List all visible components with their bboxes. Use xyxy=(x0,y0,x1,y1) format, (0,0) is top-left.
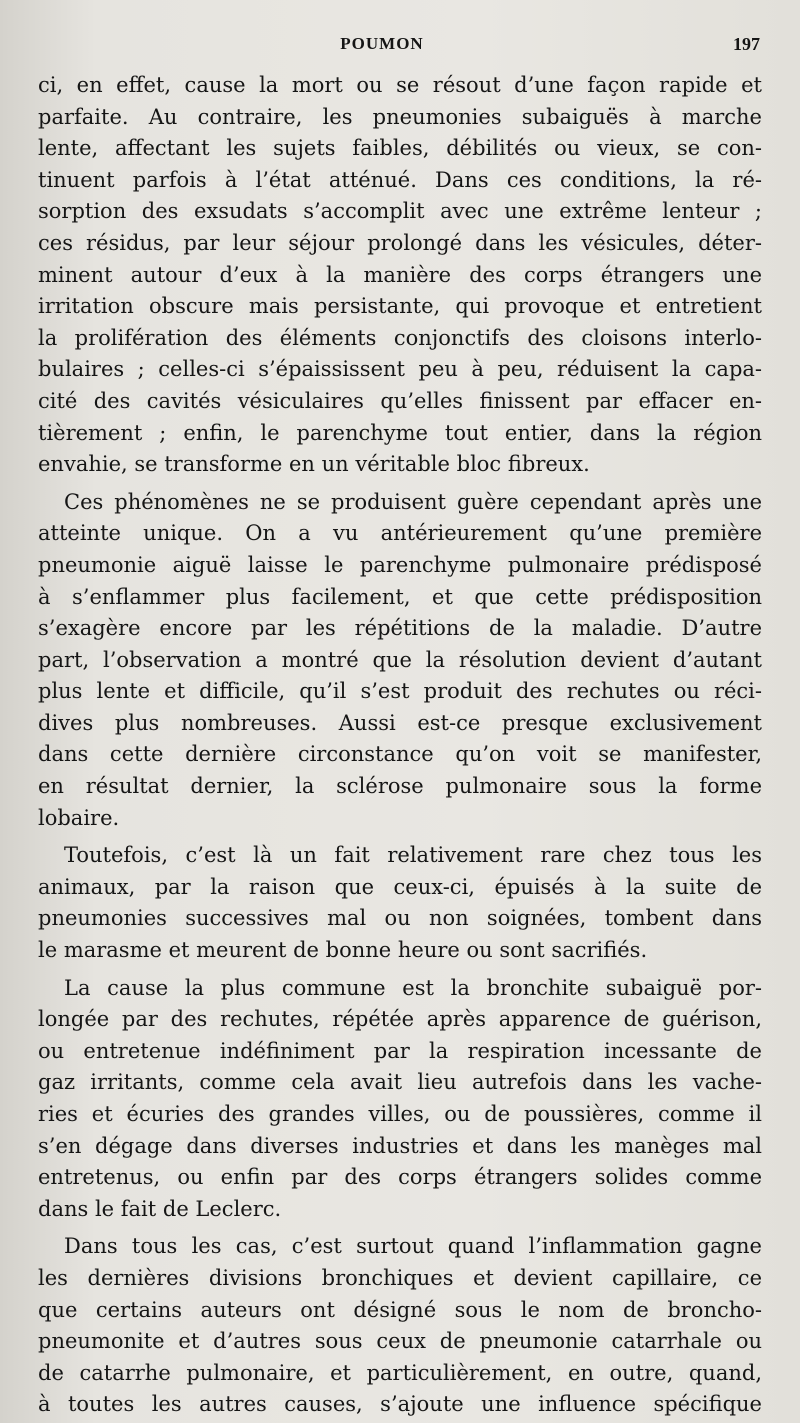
paragraph xyxy=(38,973,762,1226)
text-line: irritation obscure mais persistante, qui provoque et entretient xyxy=(38,294,762,319)
text-line: lente, affectant les sujets faibles, débilités ou vieux, se con- xyxy=(38,136,762,161)
text-line: cité des cavités vésiculaires qu’elles finissent par effacer en- xyxy=(38,388,762,413)
text-line: le marasme et meurent de bonne heure ou sont sacrifiés. xyxy=(38,938,648,963)
text-line: pneumonie aiguë laisse le parenchyme pulmonaire prédisposé xyxy=(38,552,762,577)
text-line: sorption des exsudats s’accomplit avec une extrême lenteur ; xyxy=(38,199,762,224)
text-line: minent autour d’eux à la manière des corps étrangers une xyxy=(38,262,762,287)
text-line: de catarrhe pulmonaire, et particulièrement, en outre, quand, xyxy=(38,1360,762,1385)
text-line: parfaite. Au contraire, les pneumonies subaiguës à marche xyxy=(38,104,762,129)
text-line: lobaire. xyxy=(38,805,120,830)
text-line: atteinte unique. On a vu antérieurement qu’une première xyxy=(38,521,762,546)
text-line: ou entretenue indéfiniment par la respiration incessante de xyxy=(38,1038,762,1063)
text-line: pneumonies successives mal ou non soignées, tombent dans xyxy=(38,906,762,931)
text-line: Dans tous les cas, c’est surtout quand l’inflammation gagne xyxy=(64,1234,762,1259)
text-line: La cause la plus commune est la bronchite subaiguë por- xyxy=(64,975,762,1000)
text-line: pneumonite et d’autres sous ceux de pneumonie catarrhale ou xyxy=(38,1329,762,1354)
text-line: ci, en effet, cause la mort ou se résout d’une façon rapide et xyxy=(38,73,762,97)
paragraph xyxy=(38,487,762,835)
text-line: tièrement ; enfin, le parenchyme tout entier, dans la région xyxy=(38,420,762,445)
text-line: à s’enflammer plus facilement, et que cette prédisposition xyxy=(38,584,762,609)
paragraph xyxy=(38,840,762,966)
text-line: ries et écuries des grandes villes, ou de poussières, comme il xyxy=(38,1102,762,1126)
text-line: la prolifération des éléments conjonctifs des cloisons interlo- xyxy=(38,325,762,350)
page-number: 197 xyxy=(733,34,760,54)
text-line: part, l’observation a montré que la résolution devient d’autant xyxy=(38,647,762,672)
text-line: gaz irritants, comme cela avait lieu autrefois dans les vache- xyxy=(38,1070,762,1095)
paragraph xyxy=(38,1231,762,1421)
text-line: tinuent parfois à l’état atténué. Dans ces conditions, la ré- xyxy=(38,167,762,192)
text-line: les dernières divisions bronchiques et devient capillaire, ce xyxy=(38,1265,762,1290)
text-line: longée par des rechutes, répétée après apparence de guérison, xyxy=(38,1007,762,1032)
text-line: dives plus nombreuses. Aussi est-ce presque exclusivement xyxy=(38,710,762,735)
text-line: Ces phénomènes ne se produisent guère cependant après une xyxy=(64,489,762,514)
text-line: s’en dégage dans diverses industries et dans les manèges mal xyxy=(38,1133,762,1158)
text-line: en résultat dernier, la sclérose pulmonaire sous la forme xyxy=(38,774,762,799)
text-line: ces résidus, par leur séjour prolongé dans les vésicules, déter- xyxy=(38,230,762,255)
text-line: bulaires ; celles-ci s’épaississent peu à peu, réduisent la capa- xyxy=(38,357,762,382)
text-line: dans cette dernière circonstance qu’on voit se manifester, xyxy=(38,742,762,767)
paragraph xyxy=(38,70,762,481)
text-line: dans le fait de Leclerc. xyxy=(38,1196,282,1221)
text-line: Toutefois, c’est là un fait relativement rare chez tous les xyxy=(64,843,762,868)
text-line: que certains auteurs ont désigné sous le nom de broncho- xyxy=(38,1297,762,1322)
text-line: à toutes les autres causes, s’ajoute une influence spécifique xyxy=(38,1392,762,1417)
text-line: entretenus, ou enfin par des corps étrangers solides comme xyxy=(38,1165,762,1190)
text-line: animaux, par la raison que ceux-ci, épuisés à la suite de xyxy=(38,874,762,899)
text-line: plus lente et difficile, qu’il s’est produit des rechutes ou réci- xyxy=(38,679,762,704)
running-head xyxy=(0,30,800,60)
body-text xyxy=(38,70,762,1421)
text-line: s’exagère encore par les répétitions de la maladie. D’autre xyxy=(38,616,762,641)
text-line: envahie, se transforme en un véritable bloc fibreux. xyxy=(38,452,590,477)
running-title: POUMON xyxy=(340,34,424,53)
